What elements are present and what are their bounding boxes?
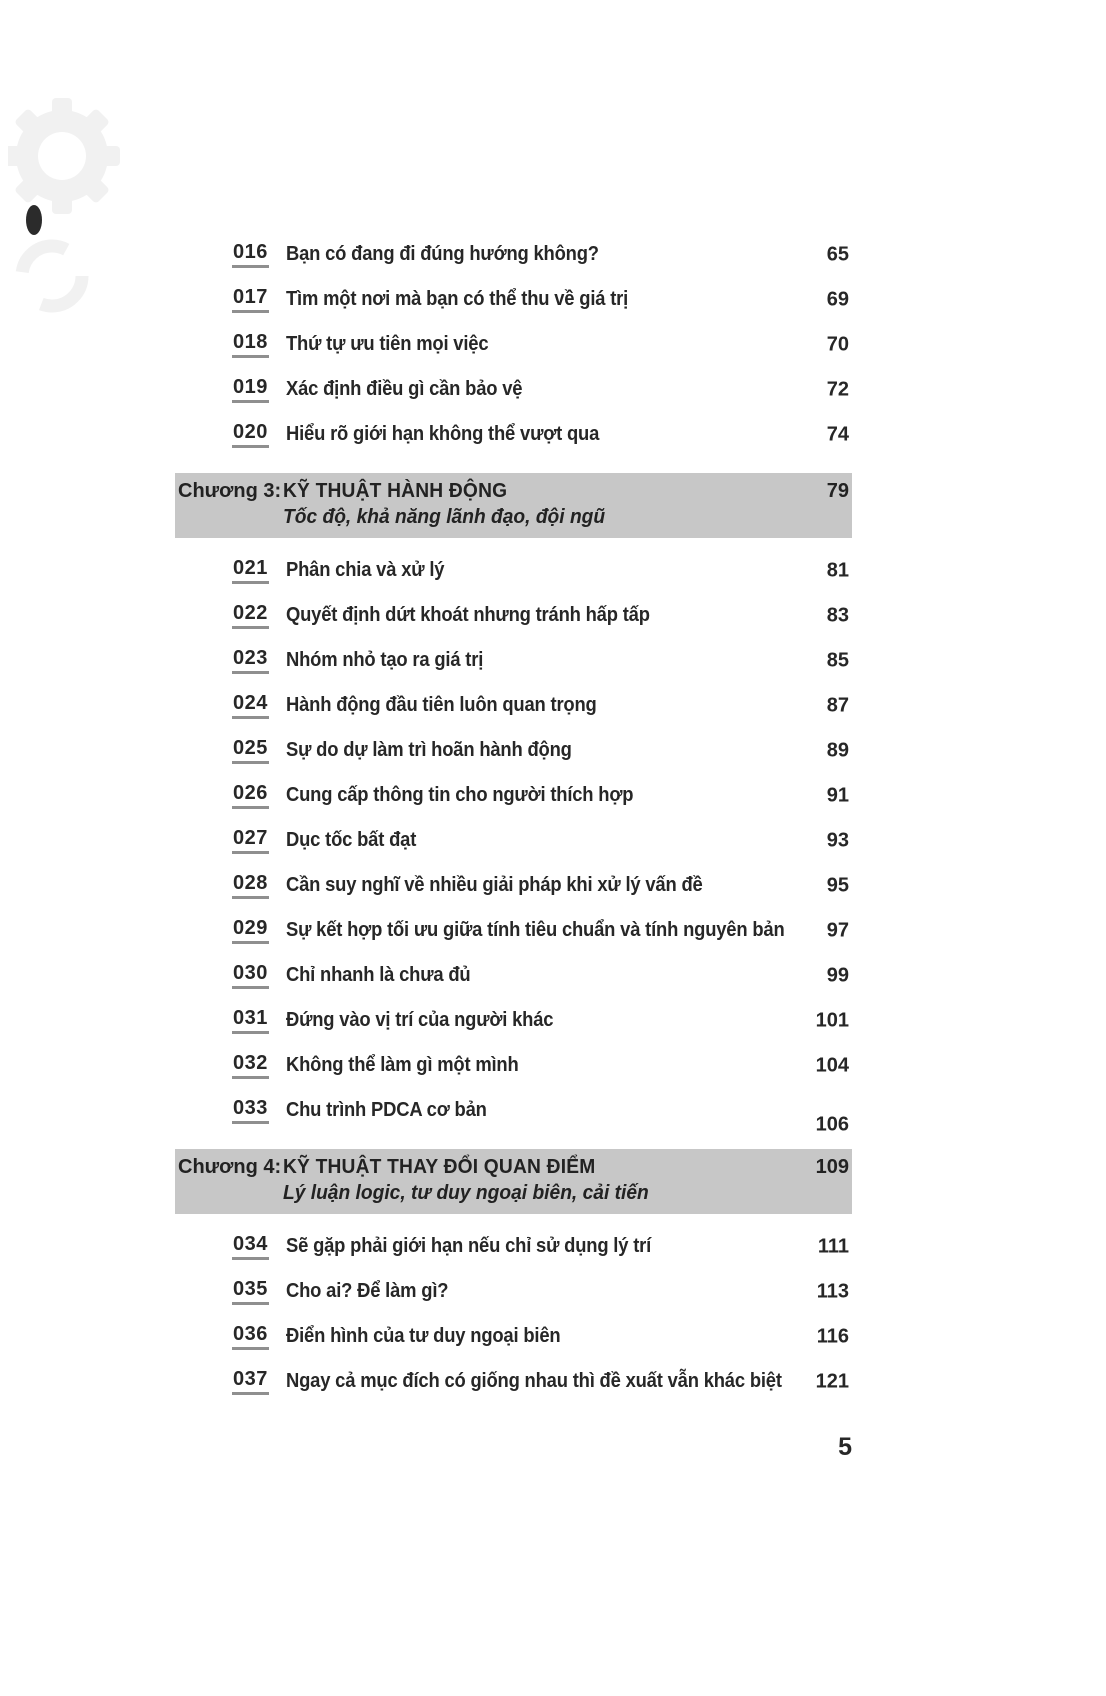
entry-page-number: 97 <box>826 919 849 941</box>
chapter-3-header <box>175 473 852 538</box>
entry-title: Không thể làm gì một mình <box>285 1054 519 1076</box>
toc-entry <box>175 818 852 863</box>
entry-page-number: 70 <box>826 333 849 355</box>
entry-page-number: 99 <box>826 964 849 986</box>
toc-entry <box>175 638 852 683</box>
toc-entry <box>175 1314 852 1359</box>
toc-entry <box>175 908 852 953</box>
entry-title: Cho ai? Để làm gì? <box>285 1280 449 1302</box>
entry-page-number: 93 <box>826 829 849 851</box>
entry-title: Dục tốc bất đạt <box>285 829 417 851</box>
toc-entry <box>175 1043 852 1088</box>
entry-page-number: 121 <box>815 1370 849 1392</box>
entry-number: 024 <box>232 693 269 719</box>
chapter-subtitle: Tốc độ, khả năng lãnh đạo, đội ngũ <box>283 506 606 528</box>
entry-number: 019 <box>232 377 269 403</box>
entry-page-number: 69 <box>826 288 849 310</box>
entry-number: 017 <box>232 287 269 313</box>
page-number: 5 <box>838 1433 852 1461</box>
entry-title: Cần suy nghĩ về nhiều giải pháp khi xử lý vấn đề <box>285 874 703 896</box>
entry-number: 036 <box>232 1324 269 1350</box>
entry-number: 025 <box>232 738 269 764</box>
entries-group-3 <box>175 1224 852 1404</box>
toc-entry <box>175 953 852 998</box>
entry-title: Xác định điều gì cần bảo vệ <box>285 378 523 400</box>
entry-title: Bạn có đang đi đúng hướng không? <box>285 243 599 265</box>
chapter-label: Chương 3: <box>178 480 282 502</box>
entry-title: Quyết định dứt khoát nhưng tránh hấp tấp <box>285 604 650 626</box>
entry-number: 029 <box>232 918 269 944</box>
chapter-page-number: 79 <box>826 480 849 502</box>
table-of-contents <box>175 232 852 1404</box>
toc-entry <box>175 232 852 277</box>
chapter-page-number: 109 <box>815 1156 849 1178</box>
toc-entry <box>175 998 852 1043</box>
toc-entry <box>175 277 852 322</box>
entry-page-number: 113 <box>816 1280 849 1302</box>
entry-number: 033 <box>232 1098 269 1124</box>
entry-number: 034 <box>232 1234 269 1260</box>
toc-entry <box>175 1269 852 1314</box>
toc-entry <box>175 728 852 773</box>
chapter-heading <box>283 480 619 529</box>
entry-number: 020 <box>232 422 269 448</box>
toc-entry <box>175 367 852 412</box>
entry-title: Cung cấp thông tin cho người thích hợp <box>285 784 634 806</box>
entry-number: 027 <box>232 828 269 854</box>
entry-title: Đứng vào vị trí của người khác <box>285 1009 554 1031</box>
entry-title: Chỉ nhanh là chưa đủ <box>285 964 471 986</box>
entry-number: 037 <box>232 1369 269 1395</box>
entry-page-number: 72 <box>826 378 849 400</box>
entry-number: 016 <box>232 242 269 268</box>
entry-number: 028 <box>232 873 269 899</box>
entry-page-number: 111 <box>817 1235 849 1257</box>
entry-page-number: 95 <box>826 874 849 896</box>
entries-group-1 <box>175 232 852 457</box>
toc-entry <box>175 322 852 367</box>
entry-page-number: 89 <box>826 739 849 761</box>
entry-title: Tìm một nơi mà bạn có thể thu về giá trị <box>285 288 628 310</box>
toc-entry <box>175 593 852 638</box>
entry-title: Điển hình của tư duy ngoại biên <box>285 1325 561 1347</box>
entry-title: Chu trình PDCA cơ bản <box>285 1099 487 1121</box>
entry-title: Ngay cả mục đích có giống nhau thì đề xuất vẫn khác biệt <box>285 1370 782 1392</box>
entry-page-number: 91 <box>826 784 849 806</box>
entry-page-number: 74 <box>826 423 849 445</box>
entry-number: 022 <box>232 603 269 629</box>
chapter-title: KỸ THUẬT THAY ĐỔI QUAN ĐIỂM <box>283 1156 596 1178</box>
entry-page-number: 81 <box>826 559 849 581</box>
entry-title: Phân chia và xử lý <box>285 559 445 581</box>
gear-watermark <box>8 78 158 338</box>
entry-page-number: 87 <box>826 694 849 716</box>
entry-page-number: 83 <box>826 604 849 626</box>
entry-number: 032 <box>232 1053 269 1079</box>
entry-page-number: 65 <box>826 243 849 265</box>
entry-page-number: 106 <box>815 1113 849 1135</box>
chapter-title: KỸ THUẬT HÀNH ĐỘNG <box>283 480 508 502</box>
entry-page-number: 101 <box>815 1009 849 1031</box>
entry-number: 023 <box>232 648 269 674</box>
toc-entry <box>175 548 852 593</box>
chapter-heading <box>283 1156 664 1205</box>
chapter-label: Chương 4: <box>178 1156 282 1178</box>
toc-entry <box>175 773 852 818</box>
entry-number: 030 <box>232 963 269 989</box>
toc-entry <box>175 863 852 908</box>
entry-number: 018 <box>232 332 269 358</box>
entry-number: 026 <box>232 783 269 809</box>
entry-title: Thứ tự ưu tiên mọi việc <box>285 333 489 355</box>
chapter-4-header <box>175 1149 852 1214</box>
entries-group-2 <box>175 548 852 1133</box>
chapter-subtitle: Lý luận logic, tư duy ngoại biên, cải tiến <box>283 1182 649 1204</box>
entry-title: Sẽ gặp phải giới hạn nếu chỉ sử dụng lý trí <box>285 1235 651 1257</box>
toc-entry <box>175 1224 852 1269</box>
entry-title: Hiểu rõ giới hạn không thể vượt qua <box>285 423 600 445</box>
entry-number: 035 <box>232 1279 269 1305</box>
entry-page-number: 104 <box>815 1054 849 1076</box>
entry-page-number: 116 <box>816 1325 849 1347</box>
toc-entry <box>175 1359 852 1404</box>
toc-entry <box>175 412 852 457</box>
entry-number: 021 <box>232 558 269 584</box>
entry-title: Nhóm nhỏ tạo ra giá trị <box>285 649 484 671</box>
entry-page-number: 85 <box>826 649 849 671</box>
entry-number: 031 <box>232 1008 269 1034</box>
entry-title: Sự kết hợp tối ưu giữa tính tiêu chuẩn và tính nguyên bản <box>285 919 785 941</box>
toc-entry <box>175 1088 852 1133</box>
entry-title: Hành động đầu tiên luôn quan trọng <box>285 694 597 716</box>
toc-entry <box>175 683 852 728</box>
entry-title: Sự do dự làm trì hoãn hành động <box>285 739 572 761</box>
